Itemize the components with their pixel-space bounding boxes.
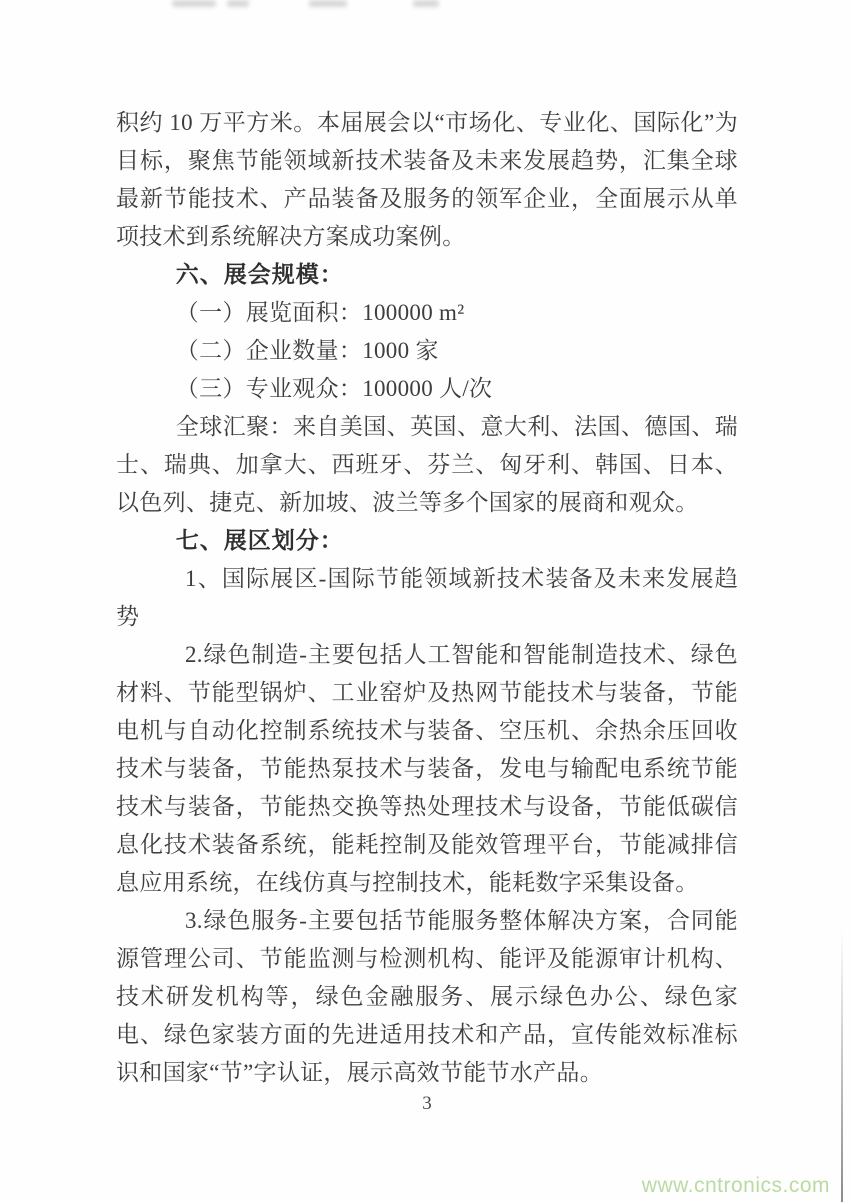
page-number: 3 bbox=[422, 1093, 432, 1114]
scan-smudge-artifact bbox=[413, 0, 439, 7]
global-gathering-paragraph: 全球汇聚：来自美国、英国、意大利、法国、德国、瑞士、瑞典、加拿大、西班牙、芬兰、匈牙利、韩国、日本、以色列、捷克、新加坡、波兰等多个国家的展商和观众。 bbox=[116, 414, 738, 515]
scan-smudge-artifact bbox=[309, 0, 347, 7]
scale-item-area: （一）展览面积：100000 m² bbox=[175, 300, 465, 325]
intro-paragraph: 积约 10 万平方米。本届展会以“市场化、专业化、国际化”为目标，聚焦节能领域新技术装备及未来发展趋势，汇集全球最新节能技术、产品装备及服务的领军企业，全面展示从单项技术到系统解决方案成功案例。 bbox=[116, 110, 738, 249]
zone-item-green-service: 3.绿色服务-主要包括节能服务整体解决方案，合同能源管理公司、节能监测与检测机构、能评及能源审计机构、技术研发机构等，绿色金融服务、展示绿色办公、绿色家电、绿色家装方面的先进适用技术和产品，宣传能效标准标识和国家“节”字认证，展示高效节能节水产品。 bbox=[116, 908, 738, 1085]
scan-edge-artifact bbox=[841, 928, 843, 1202]
scan-smudge-artifact bbox=[172, 0, 216, 7]
scan-smudge-artifact bbox=[227, 0, 249, 7]
document-body bbox=[116, 104, 738, 1092]
section-6-heading: 六、展会规模： bbox=[175, 262, 344, 287]
zone-item-international: 1、国际展区-国际节能领域新技术装备及未来发展趋势 bbox=[116, 566, 738, 629]
scale-item-visitors: （三）专业观众：100000 人/次 bbox=[175, 376, 493, 401]
watermark: www.cntronics.com bbox=[641, 1174, 830, 1197]
zone-item-green-manufacturing: 2.绿色制造-主要包括人工智能和智能制造技术、绿色材料、节能型锅炉、工业窑炉及热网节能技术与装备，节能电机与自动化控制系统技术与装备、空压机、余热余压回收技术与装备，节能热泵技术与装备，发电与输配电系统节能技术与装备，节能热交换等热处理技术与设备，节能低碳信息化技术装备系统，能耗控制及能效管理平台，节能减排信息应用系统，在线仿真与控制技术，能耗数字采集设备。 bbox=[116, 642, 738, 895]
scale-item-companies: （二）企业数量：1000 家 bbox=[175, 338, 439, 363]
section-7-heading: 七、展区划分： bbox=[175, 528, 344, 553]
